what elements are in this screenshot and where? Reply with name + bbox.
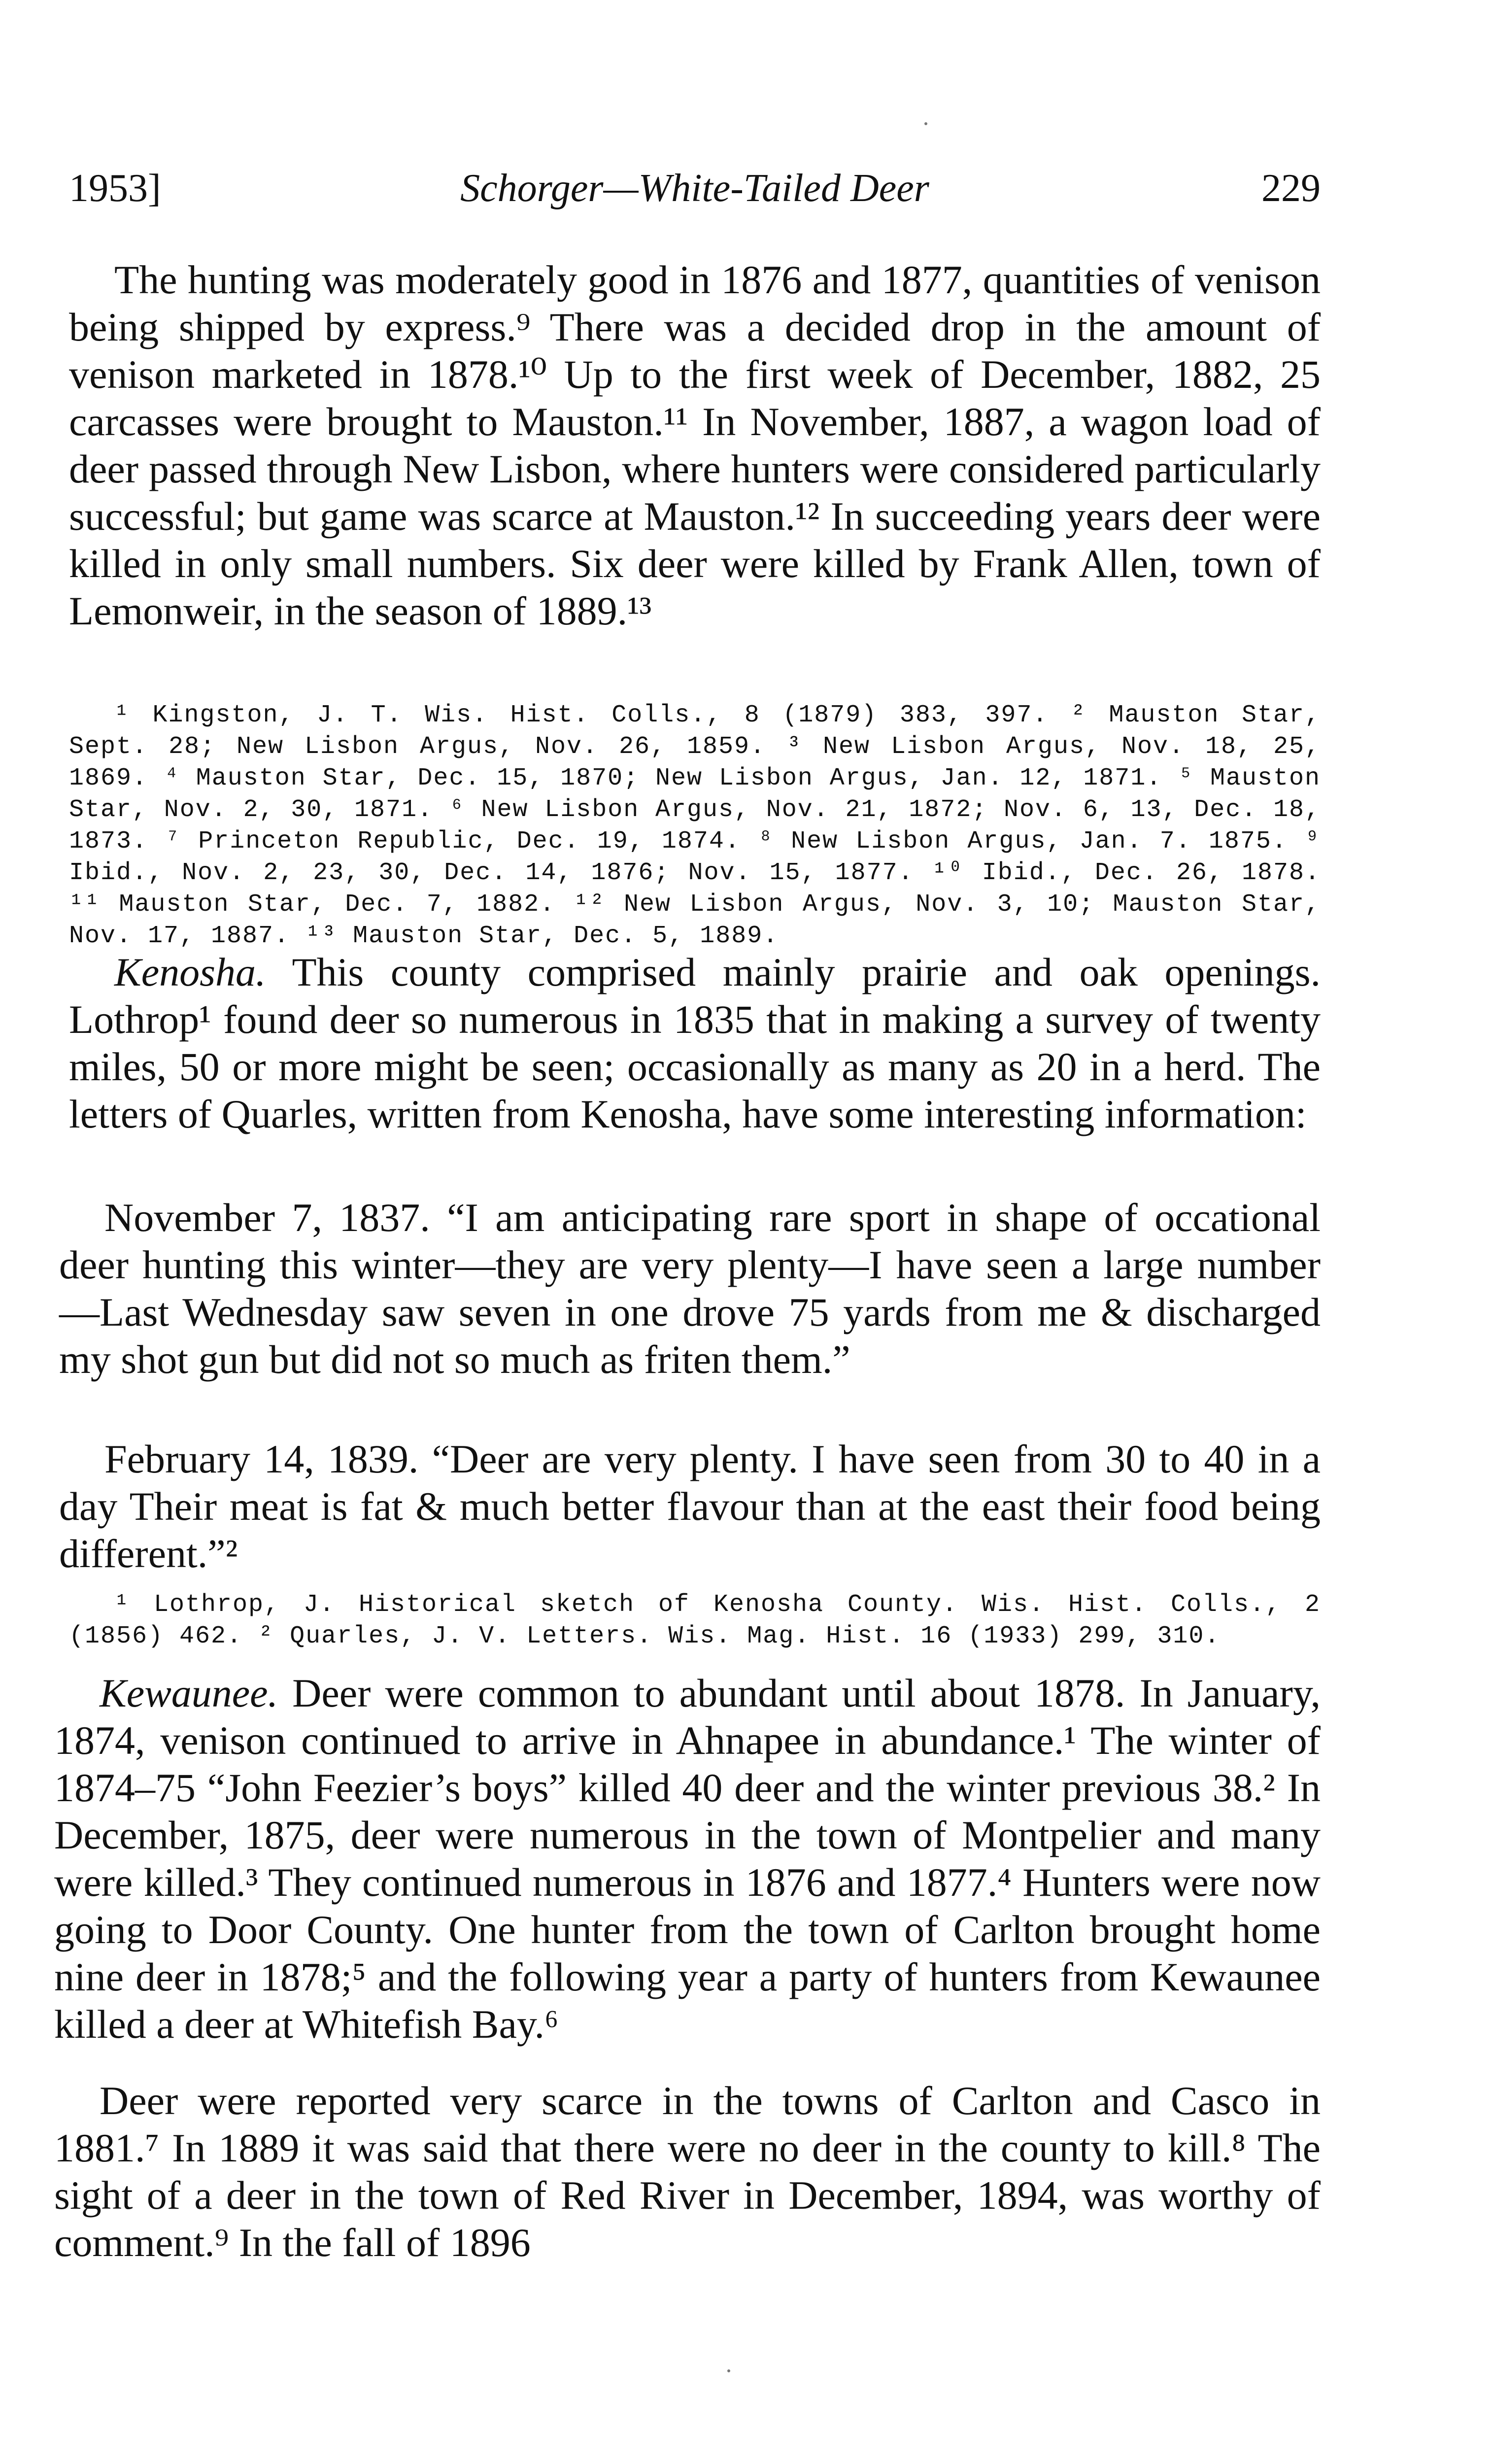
- footnotes-juneau: ¹ Kingston, J. T. Wis. Hist. Colls., 8 (1879) 383, 397. ² Mauston Star, Sept. 28; New Lisbon Argus, Nov. 26, 1859. ³ New Lisbon Argus, Nov. 18, 25, 1869. ⁴ Mauston Star, Dec. 15, 1870; New Lisbon Argus, Jan. 12, 1871. ⁵ Mauston Star, Nov. 2, 30, 1871. ⁶ New Lisbon Argus, Nov. 21, 1872; Nov. 6, 13, Dec. 18, 1873. ⁷ Princeton Republic, Dec. 19, 1874. ⁸ New Lisbon Argus, Jan. 7. 1875. ⁹ Ibid., Nov. 2, 23, 30, Dec. 14, 1876; Nov. 15, 1877. ¹⁰ Ibid., Dec. 26, 1878. ¹¹ Mauston Star, Dec. 7, 1882. ¹² New Lisbon Argus, Nov. 3, 10; Mauston Star, Nov. 17, 1887. ¹³ Mauston Star, Dec. 5, 1889.: [69, 701, 1321, 950]
- page-number: 229: [1261, 167, 1321, 210]
- quoted-letter-1837: November 7, 1837. “I am anticipating rare sport in shape of occational deer hunting this winter—they are very plenty—I have seen a large number—Last Wednesday saw seven in one drove 75 yards from me & discharged my shot gun but did not so much as friten them.”: [59, 1195, 1321, 1382]
- county-name-kenosha: Kenosha.: [114, 950, 266, 994]
- print-speck: [924, 122, 927, 125]
- paragraph-juneau-continued: The hunting was moderately good in 1876 and 1877, quantities of venison being shipped by express.⁹ There was a decided drop in the amount of venison marketed in 1878.¹⁰ Up to the first week of December, 1882, 25 carcasses were brought to Mauston.¹¹ In November, 1887, a wagon load of deer passed through New Lisbon, where hunters were considered particularly successful; but game was scarce at Mauston.¹² In succeeding years deer were killed in only small numbers. Six deer were killed by Frank Allen, town of Lemonweir, in the season of 1889.¹³: [69, 257, 1321, 633]
- paragraph-kewaunee-continued: Deer were reported very scarce in the towns of Carlton and Casco in 1881.⁷ In 1889 it was said that there were no deer in the county to kill.⁸ The sight of a deer in the town of Red River in December, 1894, was worthy of comment.⁹ In the fall of 1896: [54, 2078, 1321, 2265]
- kewaunee-text: Deer were common to abundant until about 1878. In January, 1874, venison continued to arrive in Ahnapee in abundance.¹ The winter of 1874–75 “John Feezier’s boys” killed 40 deer and the winter previous 38.² In December, 1875, deer were numerous in the town of Montpelier and many were killed.³ They continued numerous in 1876 and 1877.⁴ Hunters were now going to Door County. One hunter from the town of Carlton brought home nine deer in 1878;⁵ and the following year a party of hunters from Kewaunee killed a deer at Whitefish Bay.⁶: [54, 1671, 1321, 2047]
- running-header: [69, 159, 1321, 218]
- kenosha-text: This county comprised mainly prairie and oak openings. Lothrop¹ found deer so numerous in 1835 that in making a survey of twenty miles, 50 or more might be seen; occasionally as many as 20 in a herd. The letters of Quarles, written from Kenosha, have some interesting information:: [69, 950, 1321, 1136]
- footnotes-kenosha: ¹ Lothrop, J. Historical sketch of Kenosha County. Wis. Hist. Colls., 2 (1856) 462. ² Quarles, J. V. Letters. Wis. Mag. Hist. 16 (1933) 299, 310.: [69, 1591, 1321, 1650]
- quoted-letter-1839: February 14, 1839. “Deer are very plenty. I have seen from 30 to 40 in a day Their meat is fat & much better flavour than at the east their food being different.”²: [59, 1437, 1321, 1576]
- header-year: 1953]: [69, 167, 161, 210]
- paragraph-kenosha: [69, 949, 1321, 1138]
- running-title: Schorger—White-Tailed Deer: [460, 167, 929, 210]
- county-name-kewaunee: Kewaunee.: [100, 1671, 278, 1715]
- paragraph-kewaunee: [54, 1670, 1321, 2048]
- print-speck: [727, 2369, 730, 2372]
